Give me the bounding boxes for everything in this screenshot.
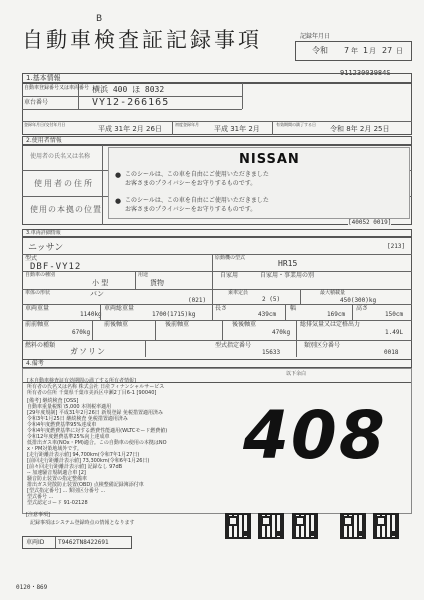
grid-line [242, 83, 243, 109]
month-unit: 月 [369, 47, 376, 55]
body-label: 車体の形状 [25, 290, 51, 296]
expiry-label: 有効期間の満了する日 [276, 122, 316, 127]
user-address-label: 使用者の住所 [34, 179, 94, 188]
remarks-line: 令和4年度燃費基準に対する燃費性能適用(WLTCモード燃費値) [27, 428, 168, 434]
type-number-label: 型式指定番号 [215, 342, 252, 349]
grid-line [135, 271, 136, 289]
record-date-day: 27 [382, 46, 393, 55]
maker-code: [213] [387, 243, 406, 250]
grid-line [300, 289, 301, 304]
seal-text-1b: お客さまのプライバシーをお守りするものです。 [125, 180, 257, 187]
grid-line [22, 289, 412, 290]
displacement-label: 総排気量又は定格出力 [300, 321, 361, 328]
front-axle-label: 前前軸重 [25, 321, 50, 328]
remarks-line: [走行距離計表示値] 94,700km(令和7年1月27日) [27, 452, 140, 458]
grid-line [296, 320, 297, 340]
engine-value: HR15 [278, 259, 298, 268]
body-value: バン [90, 290, 104, 298]
length-value: 439cm [258, 311, 277, 318]
qr-code-4 [340, 513, 366, 539]
record-date-year: 7 [344, 46, 350, 55]
width-value: 169cm [327, 311, 346, 318]
grid-line [296, 340, 297, 357]
registration-label: 自動車登録番号又は車両番号 [24, 85, 90, 91]
first-reg-value: 平成 31年 2月 26日 [98, 125, 162, 133]
seal-number: [40052 0019] [348, 219, 392, 226]
remarks-line: 型式番号 ... [27, 494, 54, 500]
section-basic-header [22, 73, 412, 83]
grid-line [155, 320, 156, 340]
grid-line [212, 271, 213, 289]
width-label: 幅 [290, 305, 297, 312]
privacy-seal [108, 147, 410, 219]
nissan-logo: NISSAN [239, 152, 300, 167]
fuel-value: ガソリン [70, 347, 106, 356]
first-year-value: 平成 31年 2月 [214, 125, 260, 133]
grid-line [172, 121, 173, 135]
notes-label: [注意事項] [26, 512, 50, 518]
purpose-value: 自家用 [220, 272, 239, 279]
seal-text-1a: このシールは、この車を自由にご使用いただきました [125, 171, 269, 178]
gross-weight-label: 車両総重量 [104, 305, 135, 312]
vehicle-id-value: T9462TN8422691 [58, 539, 109, 546]
vin-label: 車台番号 [24, 99, 49, 106]
grid-line [212, 289, 213, 304]
displacement-value: 1.49L [385, 329, 404, 336]
remarks-line: [型式指定番号] ... 類別区分番号 ... [27, 488, 106, 494]
max-load-label: 最大積載量 [320, 290, 346, 296]
remarks-panel [22, 368, 412, 514]
grid-line [22, 109, 242, 110]
class-number-value: 0018 [384, 349, 399, 356]
height-label: 高さ [356, 305, 369, 312]
record-date-box [295, 33, 412, 61]
first-year-label: 初度登録年月 [175, 122, 199, 127]
kind-value: 小 型 [92, 279, 109, 287]
mid-front-axle-label: 後前軸重 [165, 321, 190, 328]
remarks-line: 所有者の住所 千葉県千葉市美浜区中瀬2丁目6-1 [90040] [27, 390, 157, 396]
maker-value: ニッサン [28, 243, 64, 253]
body-code: (021) [188, 297, 207, 304]
remarks-line: 令和4年度燃費基準95%達成車 [27, 422, 97, 428]
capacity-value: 2 (5) [262, 296, 281, 303]
base-location-label: 使用の本拠の位置 [30, 205, 102, 214]
remarks-line: [29年度規制] 平成31年2月26日 新規登録 免税措置適用済み [27, 410, 163, 416]
grid-line [92, 320, 93, 340]
owner-name-label: 使用者の氏名又は名称 [30, 153, 91, 160]
first-reg-label: 登録年月日/交付年月日 [24, 122, 66, 127]
section-usage-title: 2.使用者情報 [26, 137, 62, 144]
remarks-line: 排出ガス発散防止装置(OBD) 点検整備記録簿添付車 [27, 482, 144, 488]
handwritten-stamp-number: 408 [243, 397, 387, 474]
vehicle-id-label: 車両ID [26, 539, 45, 546]
grid-line [212, 304, 213, 320]
use-label: 用途 [138, 272, 149, 278]
section-remarks-header [22, 359, 412, 368]
rear-axle-value: 470kg [272, 329, 291, 336]
qr-code-3 [292, 513, 318, 539]
fuel-label: 燃料の種類 [25, 342, 56, 349]
weight-value: 1140kg [80, 311, 102, 318]
grid-line [272, 121, 273, 135]
grid-line [100, 304, 101, 320]
rear-axle-label: 後後軸重 [232, 321, 257, 328]
type-number-value: 15633 [262, 349, 281, 356]
certificate-number: 91123003984S [340, 69, 391, 77]
vehicle-id-box [22, 536, 132, 549]
weight-label: 車両重量 [25, 305, 50, 312]
remarks-line: x・PM対策地域外です。 [27, 446, 82, 452]
remarks-line: 所有者の氏名又は名称 株式会社 日産フィナンシャルサービス [27, 384, 165, 390]
class-number-label: 類別区分番号 [304, 342, 341, 349]
document-title: 自動車検査証記録事項 [22, 28, 262, 52]
purpose-label: 自家用・事業用の別 [260, 272, 315, 279]
remarks-line: 令和12年度燃費基準25%向上達成車 [27, 434, 110, 440]
grid-line [55, 537, 56, 548]
gross-weight-value: 1700(1715)kg [152, 311, 196, 318]
grid-line [22, 271, 412, 272]
grid-line [22, 340, 412, 341]
page-code: 0120・869 [16, 584, 48, 591]
remarks-line: 騒音防止装置の指定整備車 [27, 476, 88, 482]
qr-code-2 [258, 513, 284, 539]
grid-line [212, 254, 213, 271]
form-mark: B [96, 14, 103, 24]
remarks-line: 自動車重量税額 \5,000 本則税率適用 [27, 404, 112, 410]
use-value: 貨物 [150, 279, 164, 287]
remarks-line: 型式認定コード 91-02128 [27, 500, 88, 506]
record-date-month: 1 [363, 46, 369, 55]
remarks-line: [本自動車検査証有効期間の満了する所有者情報] [27, 378, 136, 384]
remarks-line: [前々回走行距離計表示値] 記録なし 97dB [27, 464, 123, 470]
record-date-label: 記録年月日 [300, 33, 331, 40]
expiry-value: 令和 8年 2月 25日 [330, 125, 390, 133]
grid-line [22, 121, 412, 122]
max-load-value: 450(300)kg [340, 297, 377, 304]
day-unit: 日 [396, 47, 403, 55]
grid-line [222, 320, 223, 340]
model-label: 型式 [25, 255, 38, 262]
seal-bullet-2: ● [115, 197, 122, 205]
remarks-line: -- 加速騒音規制適合車 [2] [27, 470, 86, 476]
registration-value: 横浜 400 ほ 8032 [92, 85, 165, 94]
qr-code-5 [373, 513, 399, 539]
section-remarks-title: 4.備考 [26, 360, 44, 367]
grid-line [352, 304, 353, 320]
seal-text-2a: このシールは、この車を自由にご使用いただきました [125, 197, 269, 204]
remarks-line: [前回走行距離計表示値] 73,300km(令和6年1月26日) [27, 458, 150, 464]
front-rear-axle-label: 前後軸重 [104, 321, 129, 328]
length-label: 長さ [215, 305, 228, 312]
capacity-label: 乗車定員 [228, 290, 249, 296]
seal-bullet-1: ● [115, 171, 122, 179]
section-vehicle-title: 3.車両詳細情報 [26, 230, 61, 236]
qr-code-1 [225, 513, 251, 539]
notes-text: 記録事項はシステム登録時点の情報となります [30, 520, 135, 526]
height-value: 150cm [385, 311, 404, 318]
seal-text-2b: お客さまのプライバシーをお守りするものです。 [125, 206, 257, 213]
remarks-line: 低排出ガス車(NOx・PM)適合。この自動車の使用の本拠はNO [27, 440, 167, 446]
kind-label: 自動車の種別 [25, 272, 56, 278]
vin-value: VY12-266165 [92, 97, 170, 108]
remarks-line: 令和3年1月25日 継続検査 免税措置適用済み [27, 416, 128, 422]
section-basic-title: 1.基本情報 [26, 74, 61, 82]
section-usage-header [22, 136, 412, 145]
year-unit: 年 [351, 47, 358, 55]
model-value: DBF-VY12 [30, 262, 82, 272]
grid-line [145, 340, 146, 357]
remarks-line: [備考] 継続検査 [OSS] [27, 398, 79, 404]
grid-line [285, 304, 286, 320]
front-axle-value: 670kg [72, 329, 91, 336]
section-vehicle-header [22, 229, 412, 237]
record-date-era: 令和 [312, 46, 328, 55]
grid-line [102, 145, 103, 225]
engine-label: 原動機の型式 [215, 255, 246, 261]
remarks-overflow-note: 以下余白 [286, 371, 307, 377]
